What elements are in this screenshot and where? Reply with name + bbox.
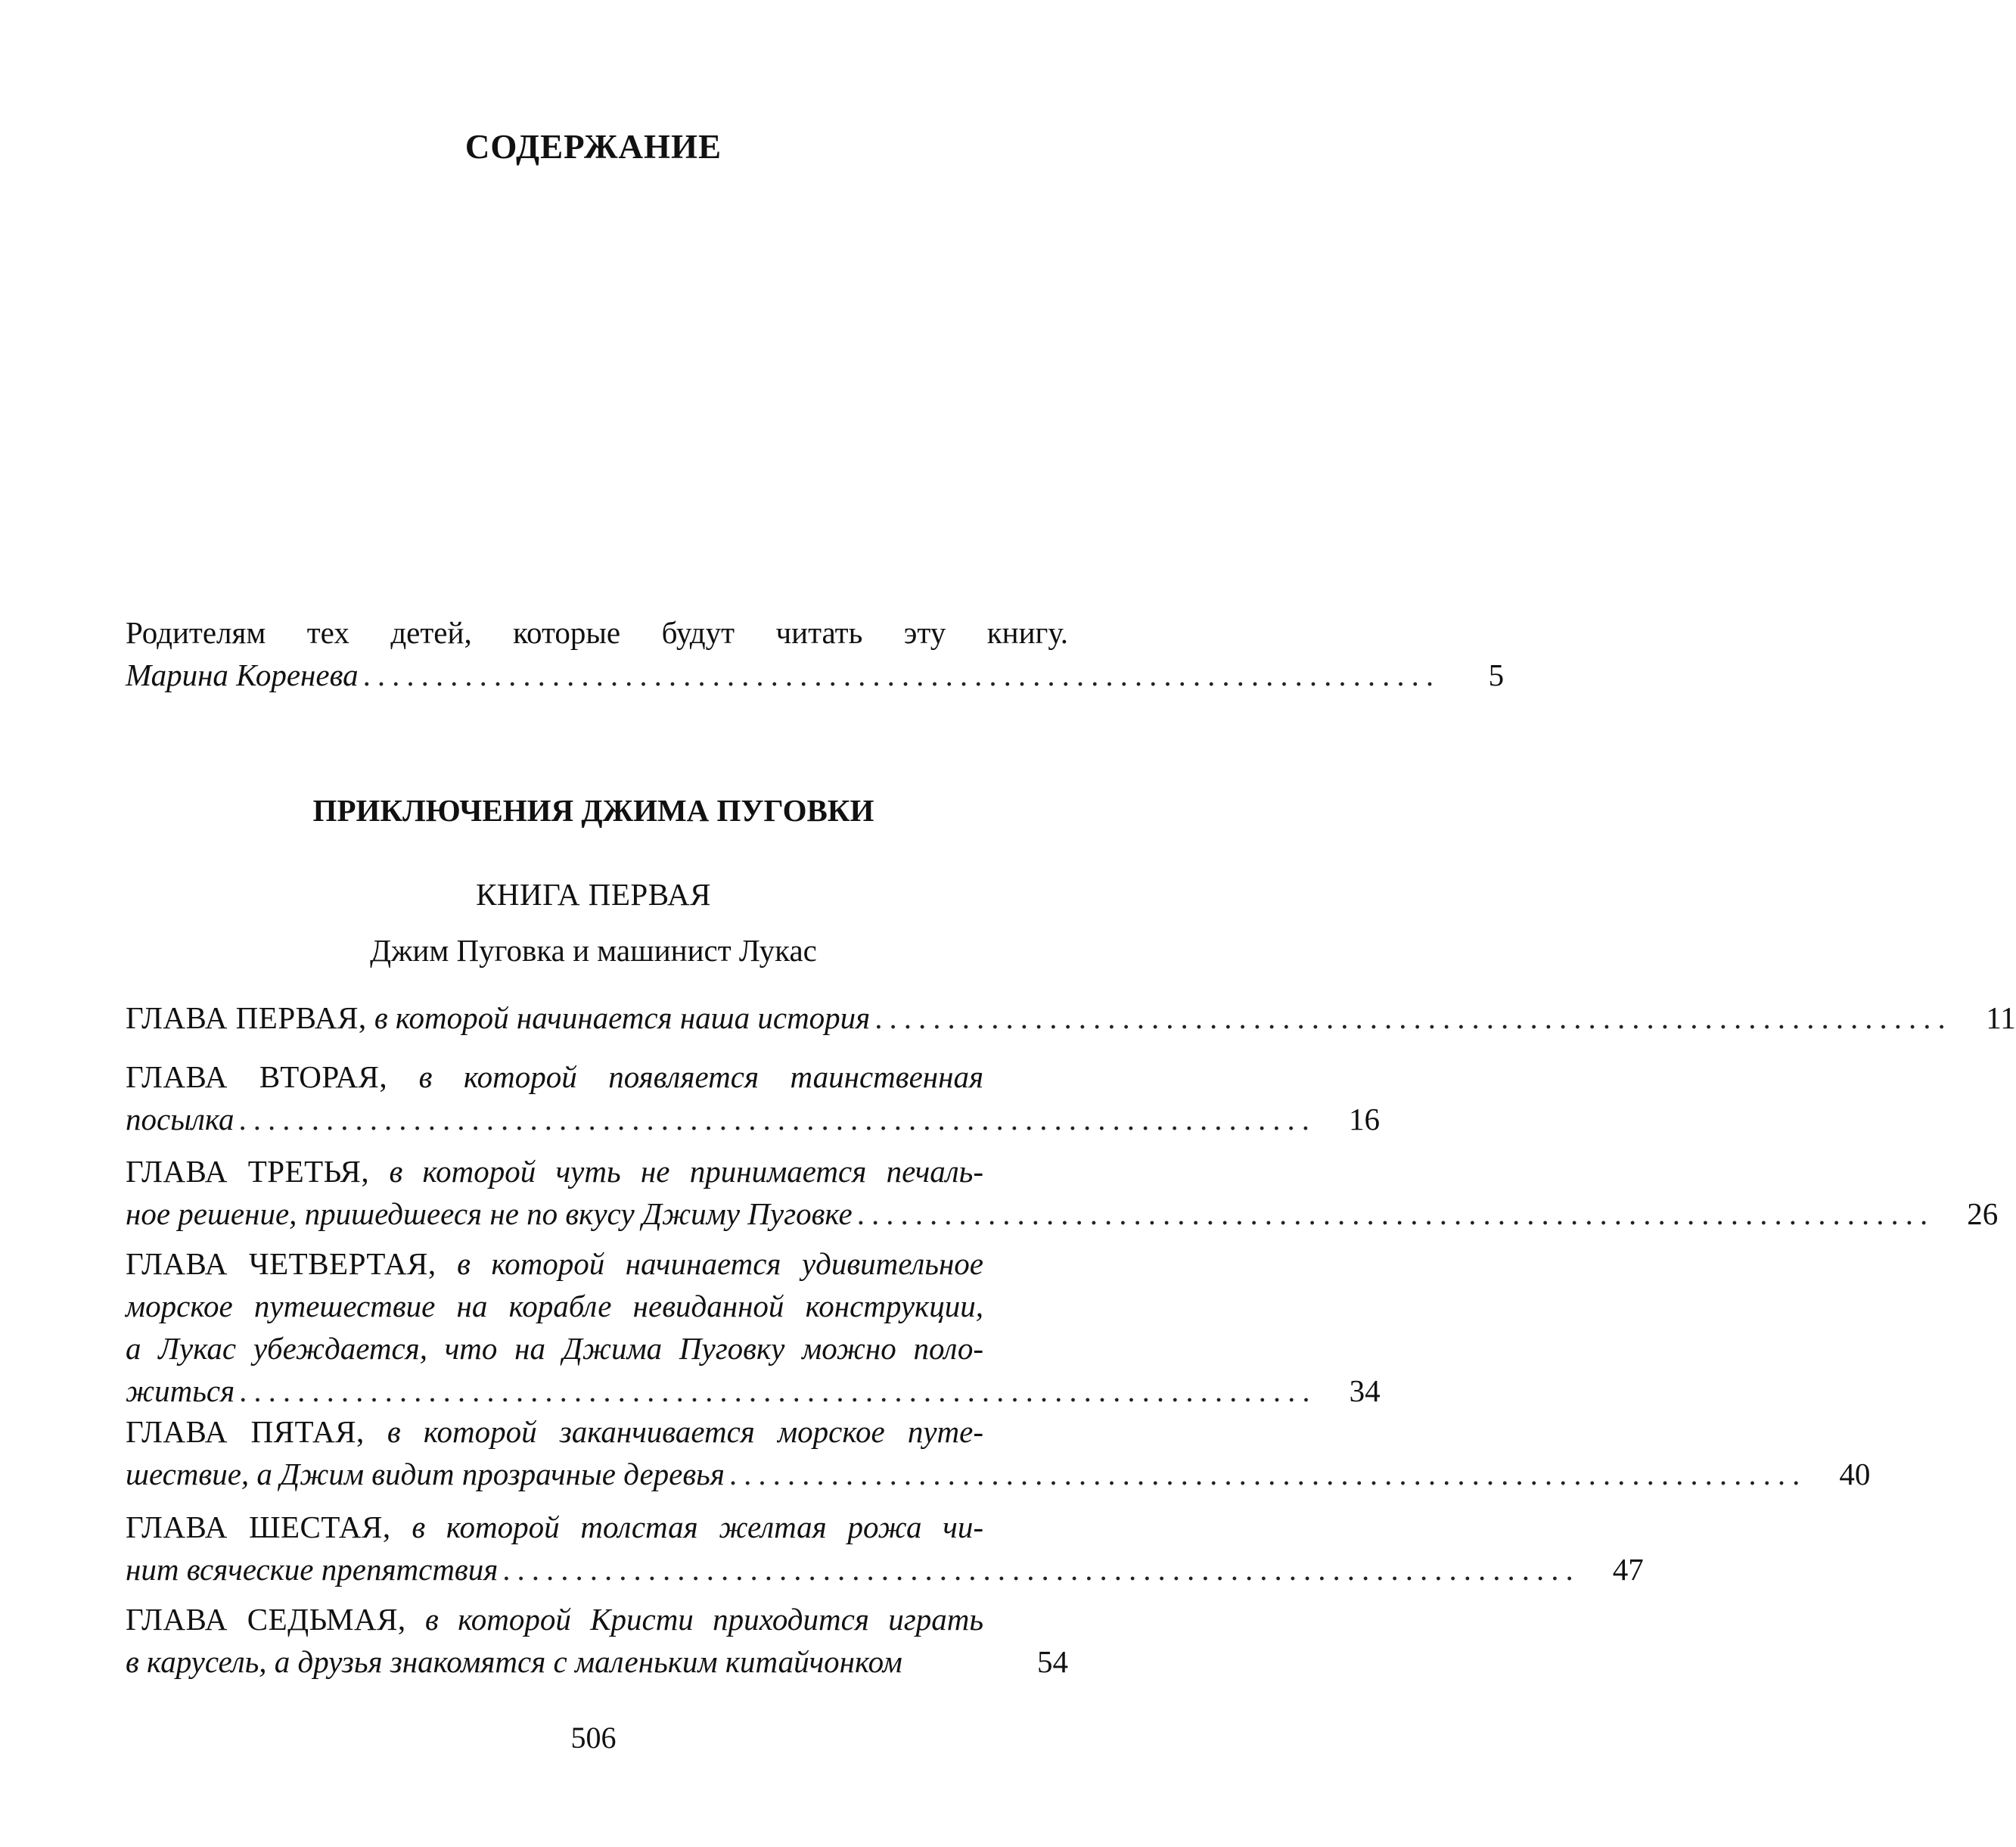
chapter-desc: морское путешествие на корабле невиданной конструкции, <box>126 1289 983 1323</box>
chapter-line <box>126 1327 1068 1370</box>
chapter-line <box>126 1548 1644 1590</box>
chapter-line <box>126 1506 1068 1548</box>
chapter-desc: в которой появляется таинственная <box>418 1059 984 1094</box>
chapter-desc: в карусель, а друзья знакомятся с маленьким китайчонком <box>126 1644 902 1679</box>
chapter-label: ГЛАВА ШЕСТАЯ, <box>126 1510 391 1544</box>
dot-leader: .......................................................................... <box>874 1000 1952 1035</box>
book-title: ПРИКЛЮЧЕНИЯ ДЖИМА ПУГОВКИ <box>312 793 874 828</box>
chapter-line <box>126 1150 1068 1192</box>
chapter-desc: посылка <box>126 1102 235 1136</box>
chapter-desc: в которой Кристи приходится играть <box>425 1602 984 1637</box>
part-subtitle: Джим Пуговка и машинист Лукас <box>370 933 817 968</box>
page-ref: 54 <box>1037 1644 1068 1679</box>
chapter-desc: в которой заканчивается морское путе- <box>387 1414 984 1449</box>
preface-title: Родителям тех детей, которые будут читать эту книгу. <box>126 615 1068 650</box>
chapter-desc: житься <box>126 1373 235 1408</box>
chapter-desc: шествие, а Джим видит прозрачные деревья <box>126 1457 725 1491</box>
dot-leader: .......................................................................... <box>502 1552 1580 1587</box>
chapter-line <box>126 1370 1381 1412</box>
chapter-desc: в которой чуть не принимается печаль- <box>389 1154 983 1189</box>
chapter-label: ГЛАВА СЕДЬМАЯ, <box>126 1602 406 1637</box>
chapter-line <box>126 1192 1999 1235</box>
page-ref: 47 <box>1612 1552 1644 1587</box>
toc-title: СОДЕРЖАНИЕ <box>464 128 722 166</box>
chapter-desc: нит всяческие препятствия <box>126 1552 499 1587</box>
toc-entry-chapter-6 <box>126 1506 1644 1590</box>
toc-entry-chapter-4 <box>126 1242 1381 1412</box>
dot-leader: .......................................................................... <box>238 1102 1316 1136</box>
chapter-label: ГЛАВА ПЯТАЯ, <box>126 1414 365 1449</box>
dot-leader: .......................................................................... <box>856 1196 1935 1231</box>
chapter-label: ГЛАВА ТРЕТЬЯ, <box>126 1154 370 1189</box>
preface-author-line <box>126 654 1505 696</box>
toc-entry-chapter-3 <box>126 1150 1999 1235</box>
chapter-label: ГЛАВА ВТОРАЯ, <box>126 1059 388 1094</box>
chapter-line <box>126 1640 1068 1683</box>
chapter-line <box>126 1598 1068 1640</box>
chapter-line <box>126 1453 1871 1495</box>
chapter-desc: в которой толстая желтая рожа чи- <box>412 1510 984 1544</box>
toc-entry-chapter-7 <box>126 1598 1068 1683</box>
chapter-line <box>126 1242 1068 1285</box>
toc-entry-chapter-2 <box>126 1056 1380 1140</box>
toc-entry-preface <box>126 611 1505 696</box>
chapter-line <box>126 1098 1380 1140</box>
dot-leader: .......................................................................... <box>362 658 1441 692</box>
page-ref: 5 <box>1488 658 1505 692</box>
dot-leader: .......................................................................... <box>239 1373 1317 1408</box>
chapter-line <box>126 1410 1068 1453</box>
toc-entry-chapter-1 <box>126 997 2016 1039</box>
preface-author: Марина Коренева <box>126 658 359 692</box>
toc-entry-chapter-5 <box>126 1410 1871 1495</box>
page-ref: 26 <box>1967 1196 1999 1231</box>
chapter-label: ГЛАВА ПЕРВАЯ, <box>126 1000 367 1035</box>
part-title: КНИГА ПЕРВАЯ <box>476 877 711 912</box>
chapter-line <box>126 997 2016 1039</box>
chapter-desc: а Лукас убеждается, что на Джима Пуговку можно поло- <box>126 1331 983 1366</box>
chapter-label: ГЛАВА ЧЕТВЕРТАЯ, <box>126 1246 436 1281</box>
dot-leader: .......................................................................... <box>728 1457 1807 1491</box>
chapter-desc: в которой начинается удивительное <box>457 1246 983 1281</box>
page-ref: 16 <box>1349 1102 1380 1136</box>
chapter-desc: в которой начинается наша история <box>374 1000 871 1035</box>
chapter-line <box>126 1056 1068 1098</box>
page-ref: 34 <box>1349 1373 1381 1408</box>
chapter-line <box>126 1285 1068 1327</box>
page-number: 506 <box>570 1721 617 1755</box>
page-ref: 11 <box>1986 1000 2016 1035</box>
chapter-desc: ное решение, пришедшееся не по вкусу Джиму Пуговке <box>126 1196 853 1231</box>
page-ref: 40 <box>1839 1457 1871 1491</box>
